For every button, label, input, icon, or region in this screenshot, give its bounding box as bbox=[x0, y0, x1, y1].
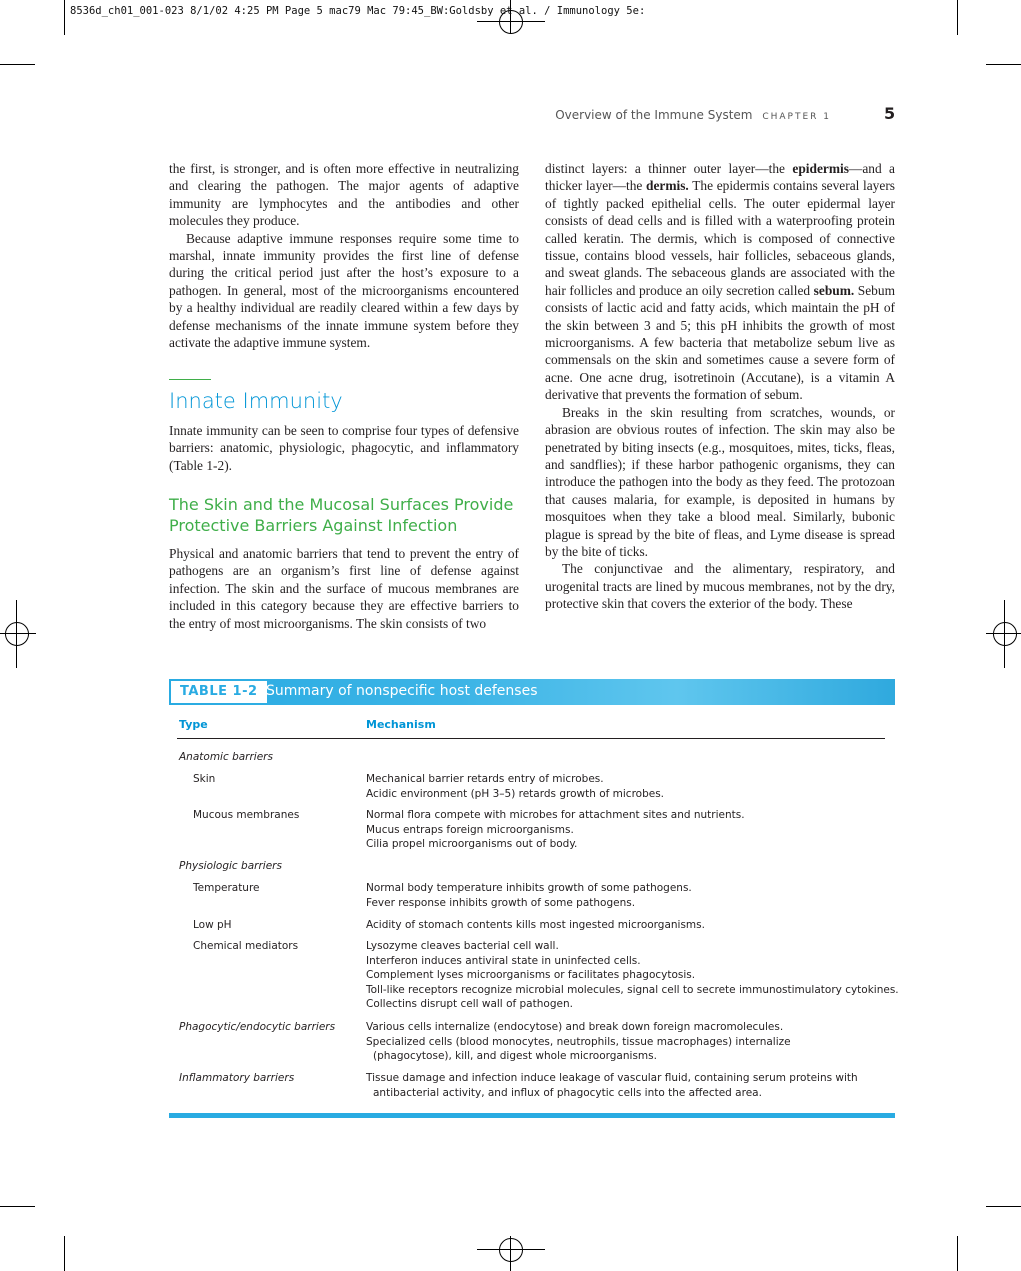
left-column-mid bbox=[169, 422, 519, 474]
section-rule bbox=[169, 379, 211, 380]
row-type: Skin bbox=[193, 773, 216, 785]
right-column bbox=[545, 160, 895, 613]
crop-mark bbox=[957, 1236, 958, 1271]
crop-mark bbox=[0, 1206, 35, 1207]
term-epidermis: epidermis bbox=[792, 161, 849, 176]
crop-mark bbox=[986, 1206, 1021, 1207]
paragraph: distinct layers: a thinner outer layer—the epidermis—and a thicker layer—the dermis. The epidermis contains several layers of tightly packed epithelial cells. The outer epidermal layer consists of dead cells and is filled with a waterproofing protein called keratin. The dermis, which is composed of connective tissue, contains blood vessels, hair follicles, sebaceous glands, and sweat glands. The sebaceous glands are associated with the hair follicles and produce an oily secretion called sebum. Sebum consists of lactic acid and fatty acids, which maintain the pH of the skin between 3 and 5; this pH inhibits the growth of most microorganisms. A few bacteria that metabolize sebum live as commensals on the skin and sometimes cause a severe form of acne. One acne drug, isotretinoin (Accutane), is a vitamin A derivative that prevents the formation of sebum. bbox=[545, 161, 895, 403]
subsection-heading: The Skin and the Mucosal Surfaces Provide Protective Barriers Against Infection bbox=[169, 495, 514, 535]
running-head bbox=[555, 108, 831, 122]
section-heading: Innate Immunity bbox=[169, 389, 343, 413]
crop-mark bbox=[986, 64, 1021, 65]
header-rule bbox=[177, 738, 885, 739]
paragraph: Breaks in the skin resulting from scratches, wounds, or abrasion are obvious routes of infection. The skin may also be penetrated by biting insects (e.g., mosquitoes, mites, ticks, fleas, and sandflies); if these harbor pathogenic organisms, they can introduce the pathogen into the body as they feed. The protozoan that causes malaria, for example, is deposited in humans by mosquitoes when they take a blood meal. Similarly, bubonic plague is spread by the bite of fleas, and Lyme disease is spread by the bite of ticks. bbox=[545, 404, 895, 559]
row-type: Temperature bbox=[193, 882, 260, 894]
row-mechanism: Acidity of stomach contents kills most ingested microorganisms. bbox=[366, 919, 705, 931]
table-label: TABLE 1-2 bbox=[171, 681, 267, 703]
crop-mark bbox=[0, 64, 35, 65]
row-mechanism: Lysozyme cleaves bacterial cell wall. Interferon induces antiviral state in uninfected cells. Complement lyses microorganisms or facilitates phagocytosis. Toll-like receptors recognize microbial molecules, signal cell to secrete immunostimulatory cytokines. Collectins disrupt cell wall of pathogen. bbox=[366, 940, 899, 1011]
group-label: Anatomic barriers bbox=[179, 751, 273, 763]
column-header-mechanism: Mechanism bbox=[366, 718, 436, 731]
row-mechanism: Tissue damage and infection induce leakage of vascular fluid, containing serum proteins with antibacterial activity, and influx of phagocytic cells into the affected area. bbox=[366, 1072, 858, 1099]
term-sebum: sebum. bbox=[813, 282, 855, 298]
paragraph: Physical and anatomic barriers that tend to prevent the entry of pathogens are an organism’s first line of defense against infection. The skin and the surface of mucous membranes are included in this category because they are effective barriers to the entry of most microorganisms. The skin consists of two bbox=[169, 546, 519, 631]
paragraph: Innate immunity can be seen to comprise four types of defensive barriers: anatomic, physiologic, phagocytic, and inflammatory (Table 1-2). bbox=[169, 423, 519, 473]
left-column-top bbox=[169, 160, 519, 351]
running-head-title: Overview of the Immune System bbox=[555, 108, 753, 122]
row-type: Mucous membranes bbox=[193, 809, 300, 821]
printer-slug: 8536d_ch01_001-023 8/1/02 4:25 PM Page 5 mac79 Mac 79:45_BW:Goldsby et al. / Immunology 5e: bbox=[70, 5, 646, 17]
term-dermis: dermis. bbox=[646, 178, 689, 194]
paragraph: the first, is stronger, and is often more effective in neutralizing and clearing the pathogen. The major agents of adaptive immunity are lymphocytes and the antibodies and other molecules they produce. bbox=[169, 161, 519, 229]
row-type: Low pH bbox=[193, 919, 232, 931]
page-number: 5 bbox=[884, 104, 896, 123]
paragraph: Because adaptive immune responses require some time to marshal, innate immunity provides the first line of defense during the critical period just after the host’s exposure to a pathogen. In general, most of the microorganisms encountered by a healthy individual are readily cleared within a few days by defense mechanisms of the innate immune system before they activate the adaptive immune system. bbox=[169, 230, 519, 351]
running-head-chapter: CHAPTER 1 bbox=[762, 112, 831, 122]
row-mechanism: Mechanical barrier retards entry of microbes. Acidic environment (pH 3–5) retards growth of microbes. bbox=[366, 773, 665, 800]
group-label: Inflammatory barriers bbox=[179, 1072, 295, 1084]
row-mechanism: Various cells internalize (endocytose) and break down foreign macromolecules. Specialized cells (blood monocytes, neutrophils, tissue macrophages) internalize (phagocytose), kill, and digest whole microorganisms. bbox=[366, 1021, 791, 1063]
table-bottom-rule bbox=[169, 1113, 895, 1118]
crop-mark bbox=[957, 0, 958, 35]
left-column-bottom bbox=[169, 545, 519, 632]
row-mechanism: Normal flora compete with microbes for attachment sites and nutrients. Mucus entraps foreign microorganisms. Cilia propel microorganisms out of body. bbox=[366, 809, 745, 851]
row-type: Chemical mediators bbox=[193, 940, 299, 952]
paragraph: The conjunctivae and the alimentary, respiratory, and urogenital tracts are lined by mucous membranes, not by the dry, protective skin that covers the exterior of the body. These bbox=[545, 561, 895, 612]
row-mechanism: Normal body temperature inhibits growth of some pathogens. Fever response inhibits growth of some pathogens. bbox=[366, 882, 692, 909]
column-header-type: Type bbox=[179, 718, 208, 731]
group-label: Physiologic barriers bbox=[179, 860, 282, 872]
group-label: Phagocytic/endocytic barriers bbox=[179, 1021, 336, 1033]
crop-mark bbox=[64, 1236, 65, 1271]
table-title: Summary of nonspecific host defenses bbox=[266, 683, 538, 699]
crop-mark bbox=[64, 0, 65, 35]
